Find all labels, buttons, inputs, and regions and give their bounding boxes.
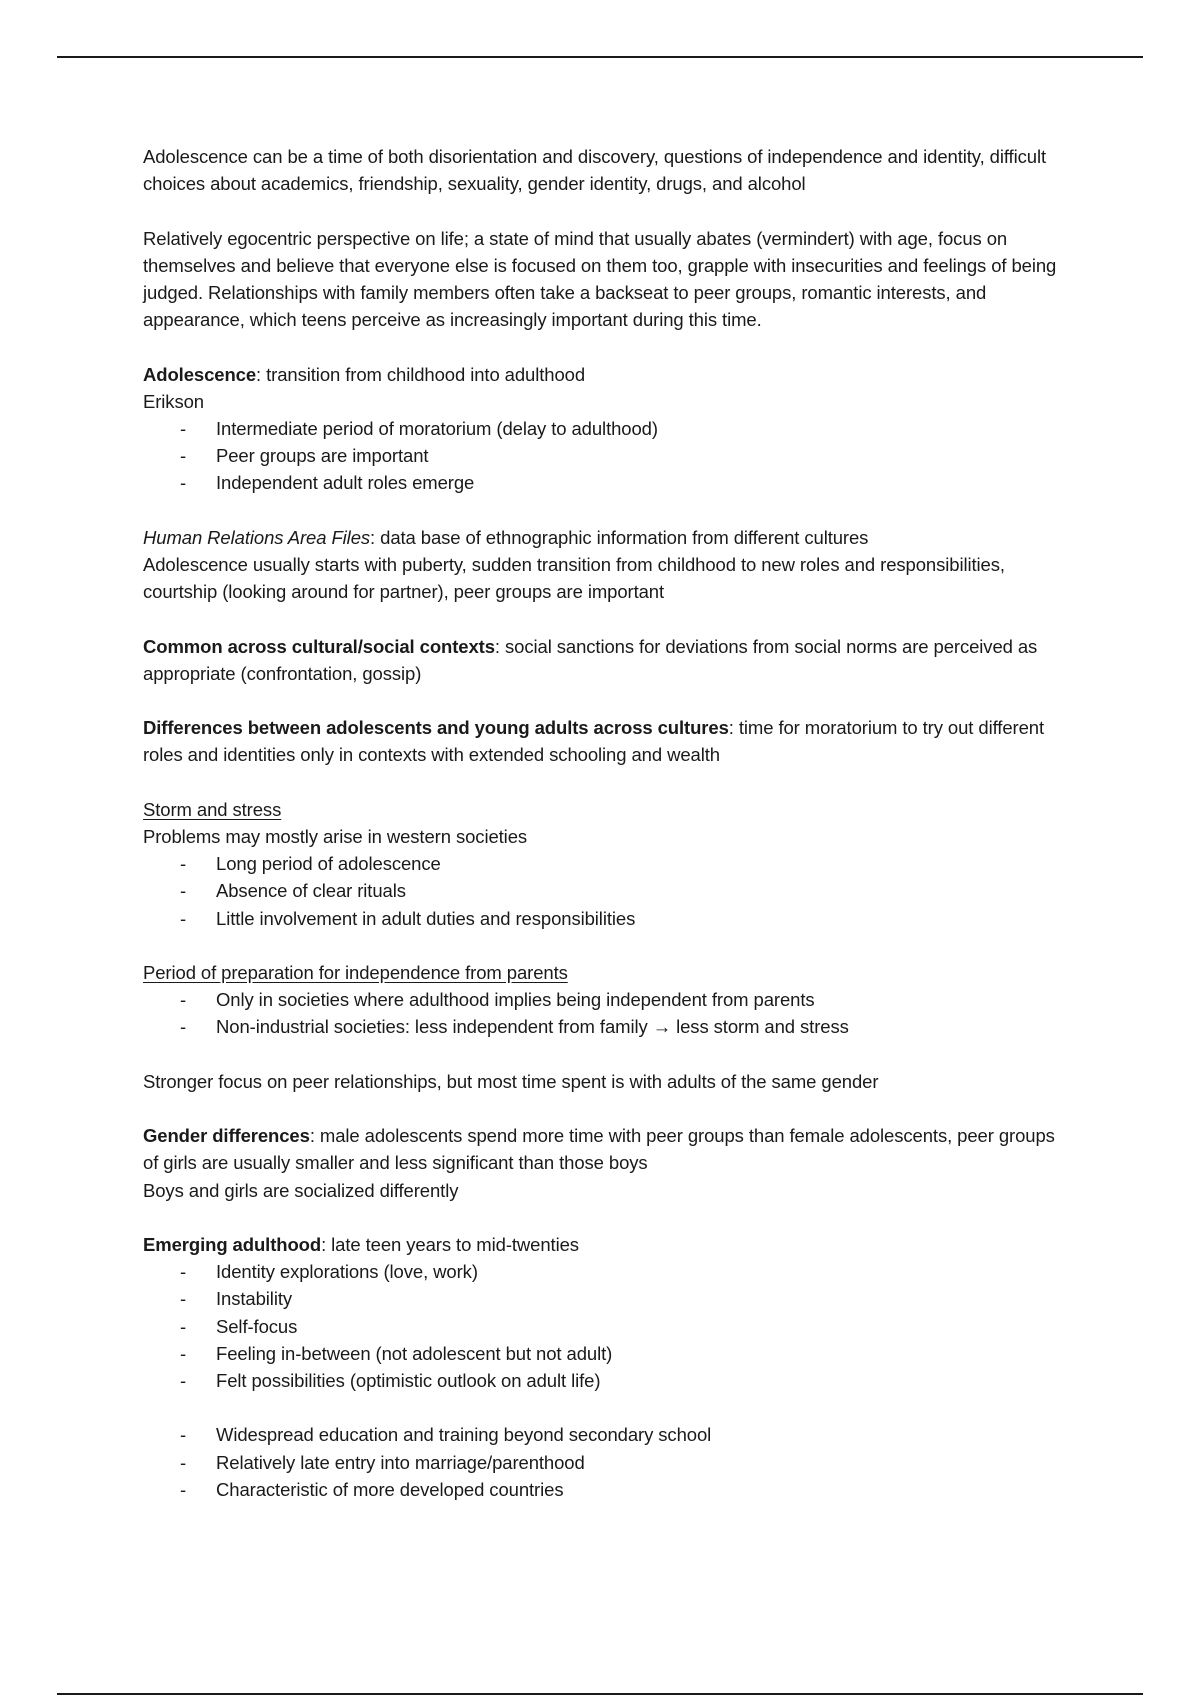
adolescence-definition-text: : transition from childhood into adulthood xyxy=(256,363,586,385)
list-item xyxy=(143,469,1063,496)
dash-bullet: - xyxy=(180,472,187,494)
hraf-definition-text: : data base of ethnographic information from different cultures xyxy=(370,526,869,548)
list-item xyxy=(143,877,1063,904)
gender-definition-text: : male adolescents spend more time with peer groups than female adolescents, peer groups of girls are usually smaller and less significant than those boys xyxy=(143,1125,1055,1174)
adolescence-term: Adolescence xyxy=(143,363,257,385)
header-rule xyxy=(57,56,1143,58)
storm-intro: Problems may mostly arise in western societies xyxy=(143,825,528,847)
dash-bullet: - xyxy=(180,853,187,875)
dash-bullet: - xyxy=(180,1478,187,1500)
dash-bullet: - xyxy=(180,1451,187,1473)
list-item-text: Felt possibilities (optimistic outlook on adult life) xyxy=(216,1369,601,1391)
preparation-heading: Period of preparation for independence from parents xyxy=(143,961,568,983)
gender-term: Gender differences xyxy=(143,1125,310,1147)
differences-term: Differences between adolescents and young adults across cultures xyxy=(143,717,729,739)
list-item xyxy=(143,905,1063,932)
dash-bullet: - xyxy=(180,418,187,439)
differences-definition-text: : time for moratorium to try out different roles and identities only in contexts with extended schooling and wealth xyxy=(143,717,1044,766)
preparation-list xyxy=(143,986,1063,1040)
common-term: Common across cultural/social contexts xyxy=(143,635,495,657)
list-item-text: Identity explorations (love, work) xyxy=(216,1261,478,1283)
list-item-text: Instability xyxy=(216,1288,293,1310)
emerging-term: Emerging adulthood xyxy=(143,1233,322,1255)
dash-bullet: - xyxy=(180,1261,187,1283)
list-item-text: Little involvement in adult duties and responsibilities xyxy=(216,907,636,929)
list-item-text: Intermediate period of moratorium (delay to adulthood) xyxy=(216,418,658,439)
list-item xyxy=(143,1449,1063,1476)
common-definition xyxy=(143,633,1063,687)
storm-list xyxy=(143,850,1063,932)
list-item-text: Relatively late entry into marriage/parenthood xyxy=(216,1451,585,1473)
list-item-text: Widespread education and training beyond secondary school xyxy=(216,1424,712,1446)
dash-bullet: - xyxy=(180,1424,187,1446)
list-item xyxy=(143,1367,1063,1394)
emerging-list xyxy=(143,1258,1063,1394)
gender-detail: Boys and girls are socialized differently xyxy=(143,1179,459,1201)
dash-bullet: - xyxy=(180,1288,187,1310)
list-item xyxy=(143,850,1063,877)
list-item xyxy=(143,1476,1063,1503)
list-item-text: Only in societies where adulthood implies being independent from parents xyxy=(216,989,815,1011)
document-body xyxy=(143,143,1063,1503)
erikson-label: Erikson xyxy=(143,390,204,412)
list-item xyxy=(143,1421,1063,1448)
gender-definition xyxy=(143,1122,1063,1176)
list-item-text: Non-industrial societies: less independent from family → less storm and stress xyxy=(216,1016,849,1038)
adolescence-definition xyxy=(143,361,1063,388)
dash-bullet: - xyxy=(180,445,187,467)
hraf-term: Human Relations Area Files xyxy=(143,526,371,548)
dash-bullet: - xyxy=(180,1342,187,1364)
list-item-text: Long period of adolescence xyxy=(216,853,441,875)
common-definition-text: : social sanctions for deviations from social norms are perceived as appropriate (confrontation, gossip) xyxy=(143,635,1038,684)
hraf-detail: Adolescence usually starts with puberty, sudden transition from childhood to new roles and responsibilities, courtship (looking around for partner), peer groups are important xyxy=(143,554,1005,603)
list-item xyxy=(143,442,1063,469)
emerging-definition-text: : late teen years to mid-twenties xyxy=(321,1233,579,1255)
list-item-text: Absence of clear rituals xyxy=(216,880,406,902)
emerging-context-list xyxy=(143,1421,1063,1503)
dash-bullet: - xyxy=(180,880,187,902)
differences-definition xyxy=(143,714,1063,768)
erikson-list xyxy=(143,415,1063,497)
list-item xyxy=(143,1013,1063,1040)
hraf-definition xyxy=(143,524,1063,551)
emerging-definition xyxy=(143,1231,1063,1258)
footer-rule xyxy=(57,1693,1143,1695)
intro-paragraph-2: Relatively egocentric perspective on life; a state of mind that usually abates (vermindert) with age, focus on themselves and believe that everyone else is focused on them too, grapple with insecurities and feelings of being judged. Relationships with family members often take a backseat to peer groups, romantic interests, and appearance, which teens perceive as increasingly important during this time. xyxy=(143,227,1057,331)
list-item-text: Peer groups are important xyxy=(216,445,429,467)
dash-bullet: - xyxy=(180,1315,187,1337)
list-item-text: Self-focus xyxy=(216,1315,298,1337)
list-item xyxy=(143,986,1063,1013)
storm-heading: Storm and stress xyxy=(143,798,282,820)
dash-bullet: - xyxy=(180,907,187,929)
dash-bullet: - xyxy=(180,1369,187,1391)
list-item xyxy=(143,1258,1063,1285)
list-item xyxy=(143,1285,1063,1312)
list-item-text: Feeling in-between (not adolescent but not adult) xyxy=(216,1342,613,1364)
list-item xyxy=(143,1340,1063,1367)
intro-paragraph-1: Adolescence can be a time of both disorientation and discovery, questions of independence and identity, difficult choices about academics, friendship, sexuality, gender identity, drugs, and alcohol xyxy=(143,146,1046,195)
dash-bullet: - xyxy=(180,989,187,1011)
list-item-text: Characteristic of more developed countries xyxy=(216,1478,564,1500)
dash-bullet: - xyxy=(180,1016,187,1038)
list-item xyxy=(143,1313,1063,1340)
peer-focus-paragraph: Stronger focus on peer relationships, but most time spent is with adults of the same gender xyxy=(143,1070,879,1092)
list-item xyxy=(143,415,1063,442)
list-item-text: Independent adult roles emerge xyxy=(216,472,475,494)
